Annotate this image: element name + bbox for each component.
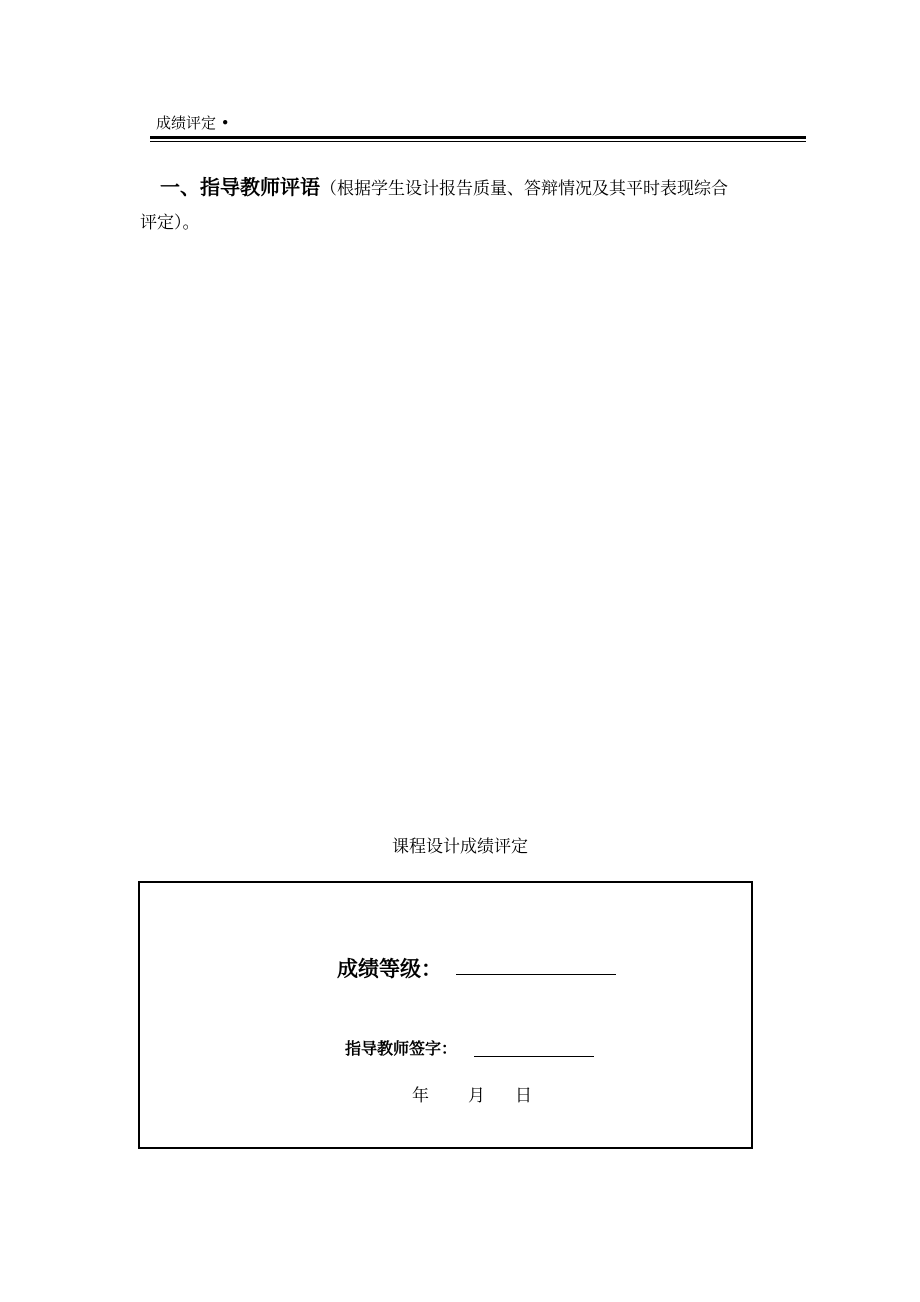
date-month: 月 [468,1086,485,1106]
grade-label: 成绩等级： [337,957,442,981]
date-day: 日 [515,1086,532,1106]
header-rule-thick [150,136,806,139]
header-label: 成绩评定 • [156,114,230,132]
signature-blank-line [474,1056,594,1057]
date-year: 年 [412,1086,429,1106]
section-note-cont: 评定）。 [140,213,200,233]
section-note: （根据学生设计报告质量、答辩情况及其平时表现综合 [320,179,728,199]
header-rule-thin [150,141,806,142]
grade-blank-line [456,974,616,975]
advisor-comment-heading [140,170,800,240]
section-number: 一、 [160,175,200,199]
signature-label: 指导教师签字： [345,1039,458,1058]
grade-box-title: 课程设计成绩评定 [392,837,528,857]
section-title: 指导教师评语 [200,175,320,199]
grade-box [138,881,753,1149]
